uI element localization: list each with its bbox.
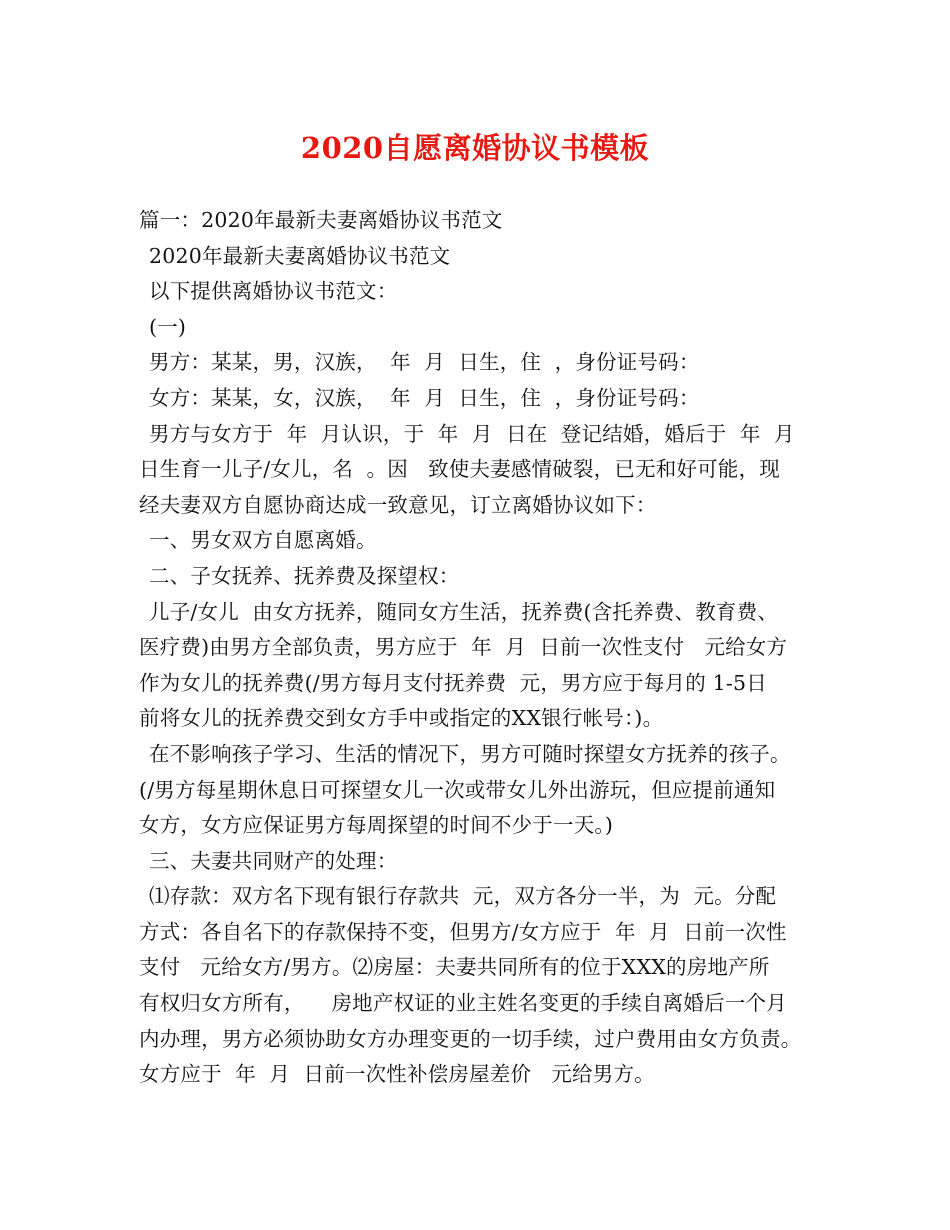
text-line: ⑴存款：双方名下现有银行存款共 元，双方各分一半，为 元。分配 xyxy=(149,884,777,909)
text-line: 有权归女方所有， 房地产权证的业主姓名变更的手续自离婚后一个月 xyxy=(139,991,787,1016)
document-body xyxy=(139,203,829,1093)
text-line: 日生育一儿子/女儿，名 。因 致使夫妻感情破裂，已无和好可能，现 xyxy=(139,457,780,482)
text-line: 男方与女方于 年 月认识，于 年 月 日在 登记结婚，婚后于 年 月 xyxy=(149,421,795,446)
text-line: 女方应于 年 月 日前一次性补偿房屋差价 元给男方。 xyxy=(139,1062,655,1087)
text-line: 医疗费)由男方全部负责，男方应于 年 月 日前一次性支付 元给女方 xyxy=(139,635,788,660)
text-line: 支付 元给女方/男方。⑵房屋：夫妻共同所有的位于XXX的房地产所 xyxy=(139,955,770,980)
text-line: 2020年最新夫妻离婚协议书范文 xyxy=(149,243,451,268)
text-line: 作为女儿的抚养费(/男方每月支付抚养费 元，男方应于每月的 1-5日 xyxy=(139,670,767,695)
text-line: 女方，女方应保证男方每周探望的时间不少于一天。) xyxy=(139,813,614,838)
text-line: 前将女儿的抚养费交到女方手中或指定的XX银行帐号：)。 xyxy=(139,706,664,731)
text-line: 儿子/女儿 由女方抚养，随同女方生活，抚养费(含托养费、教育费、 xyxy=(149,599,779,624)
text-line: 经夫妻双方自愿协商达成一致意见，订立离婚协议如下： xyxy=(139,492,657,517)
text-line: 二、子女抚养、抚养费及探望权： xyxy=(149,563,460,588)
text-line: 以下提供离婚协议书范文： xyxy=(149,279,398,304)
text-line: 三、夫妻共同财产的处理： xyxy=(149,848,398,873)
text-line: 女方：某某，女，汉族， 年 月 日生，住 ，身份证号码： xyxy=(149,385,700,410)
text-line: 内办理，男方必须协助女方办理变更的一切手续，过户费用由女方负责。 xyxy=(139,1026,802,1051)
text-line: 篇一：2020年最新夫妻离婚协议书范文 xyxy=(139,208,503,232)
text-line: 一、男女双方自愿离婚。 xyxy=(149,528,377,553)
text-line: (一) xyxy=(149,314,187,339)
text-line: 男方：某某，男，汉族， 年 月 日生，住 ，身份证号码： xyxy=(149,350,700,375)
text-line: (/男方每星期休息日可探望女儿一次或带女儿外出游玩，但应提前通知 xyxy=(139,777,776,802)
text-line: 方式：各自名下的存款保持不变，但男方/女方应于 年 月 日前一次性 xyxy=(139,919,787,944)
document-title: 2020自愿离婚协议书模板 xyxy=(300,131,650,165)
text-line: 在不影响孩子学习、生活的情况下，男方可随时探望女方抚养的孩子。 xyxy=(149,741,791,766)
